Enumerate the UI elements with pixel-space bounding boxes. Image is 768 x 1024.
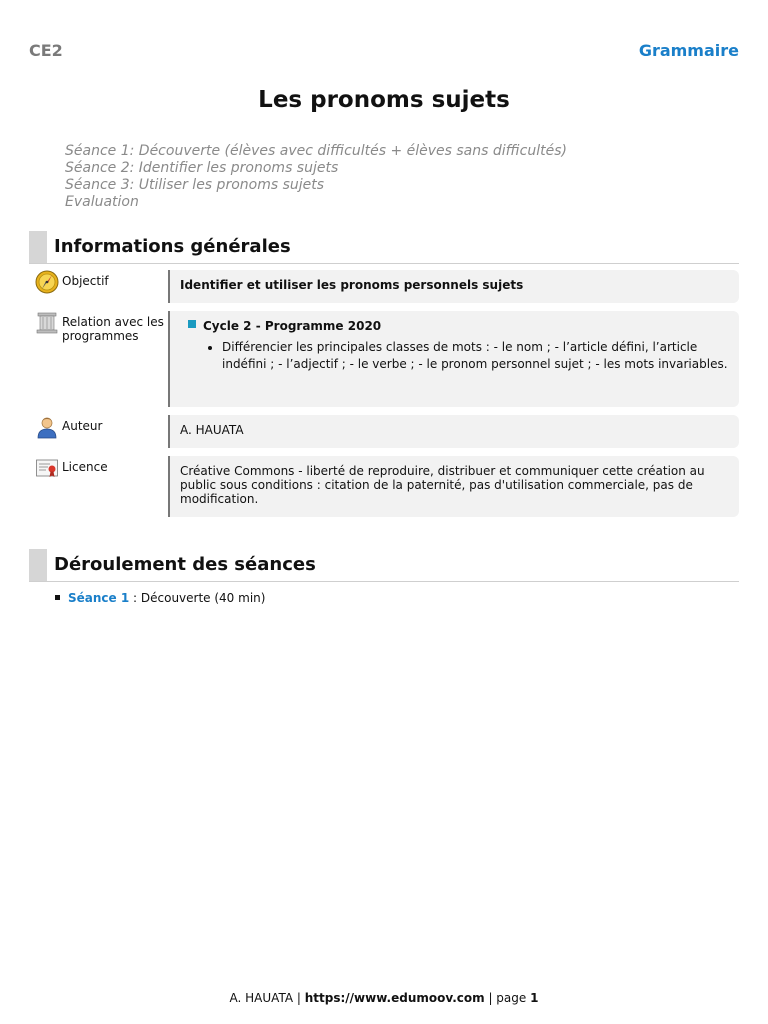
program-items	[188, 339, 729, 373]
section-deroulement	[29, 549, 739, 582]
info-row-licence	[35, 456, 739, 517]
compass-icon	[35, 270, 59, 294]
footer-separator: |	[293, 991, 305, 1005]
footer-url[interactable]: https://www.edumoov.com	[304, 991, 485, 1005]
info-row-auteur	[35, 415, 739, 448]
seance-summary-1: Séance 1: Découverte (élèves avec difficultés + élèves sans difficultés)	[65, 143, 567, 159]
list-item	[55, 591, 265, 605]
info-row-objectif	[35, 270, 739, 303]
info-label-licence: Licence	[62, 460, 108, 474]
user-icon	[35, 415, 59, 439]
footer-page-label: | page	[484, 991, 531, 1005]
info-row-relation	[35, 311, 739, 407]
seance-description: : Découverte (40 min)	[129, 591, 266, 605]
program-cycle	[188, 319, 729, 334]
section-heading: Informations générales	[54, 236, 291, 257]
seance-summary-3: Séance 3: Utiliser les pronoms sujets	[65, 177, 325, 193]
page-title: Les pronoms sujets	[258, 87, 510, 113]
level-label: CE2	[29, 41, 63, 60]
info-value-objectif: Identifier et utiliser les pronoms personnels sujets	[168, 270, 739, 303]
info-value-auteur: A. HAUATA	[168, 415, 739, 448]
page-footer	[0, 991, 768, 1005]
section-heading: Déroulement des séances	[54, 554, 316, 575]
info-label-relation: Relation avec les programmes	[62, 315, 164, 343]
seance-summary-2: Séance 2: Identifier les pronoms sujets	[65, 160, 339, 176]
section-bar	[29, 231, 47, 263]
footer-page-number: 1	[530, 991, 539, 1005]
seance-summary-4: Evaluation	[65, 194, 139, 210]
section-bar	[29, 549, 47, 581]
column-icon	[35, 311, 59, 335]
info-label-objectif: Objectif	[62, 274, 109, 288]
subject-label: Grammaire	[638, 41, 739, 60]
deroulement-list	[55, 591, 265, 605]
info-label-auteur: Auteur	[62, 419, 103, 433]
program-cycle-label: Cycle 2 - Programme 2020	[203, 319, 382, 333]
square-bullet-icon	[55, 595, 60, 600]
seances-summary	[65, 143, 567, 211]
seance-link[interactable]: Séance 1	[68, 591, 130, 605]
certificate-icon	[35, 456, 59, 480]
section-informations	[29, 231, 739, 264]
square-bullet-icon	[188, 320, 196, 328]
info-value-licence: Créative Commons - liberté de reproduire, distribuer et communiquer cette création au public sous conditions : citation de la paternité, pas d'utilisation commerciale, pas de modification.	[168, 456, 739, 517]
program-item: • Différencier les principales classes de mots : - le nom ; - l’article défini, l’article indéfini ; - l’adjectif ; - le verbe ; - le pronom personnel sujet ; - les mots invariables.	[222, 339, 729, 373]
info-value-relation	[168, 311, 739, 407]
footer-author: A. HAUATA	[229, 991, 294, 1005]
